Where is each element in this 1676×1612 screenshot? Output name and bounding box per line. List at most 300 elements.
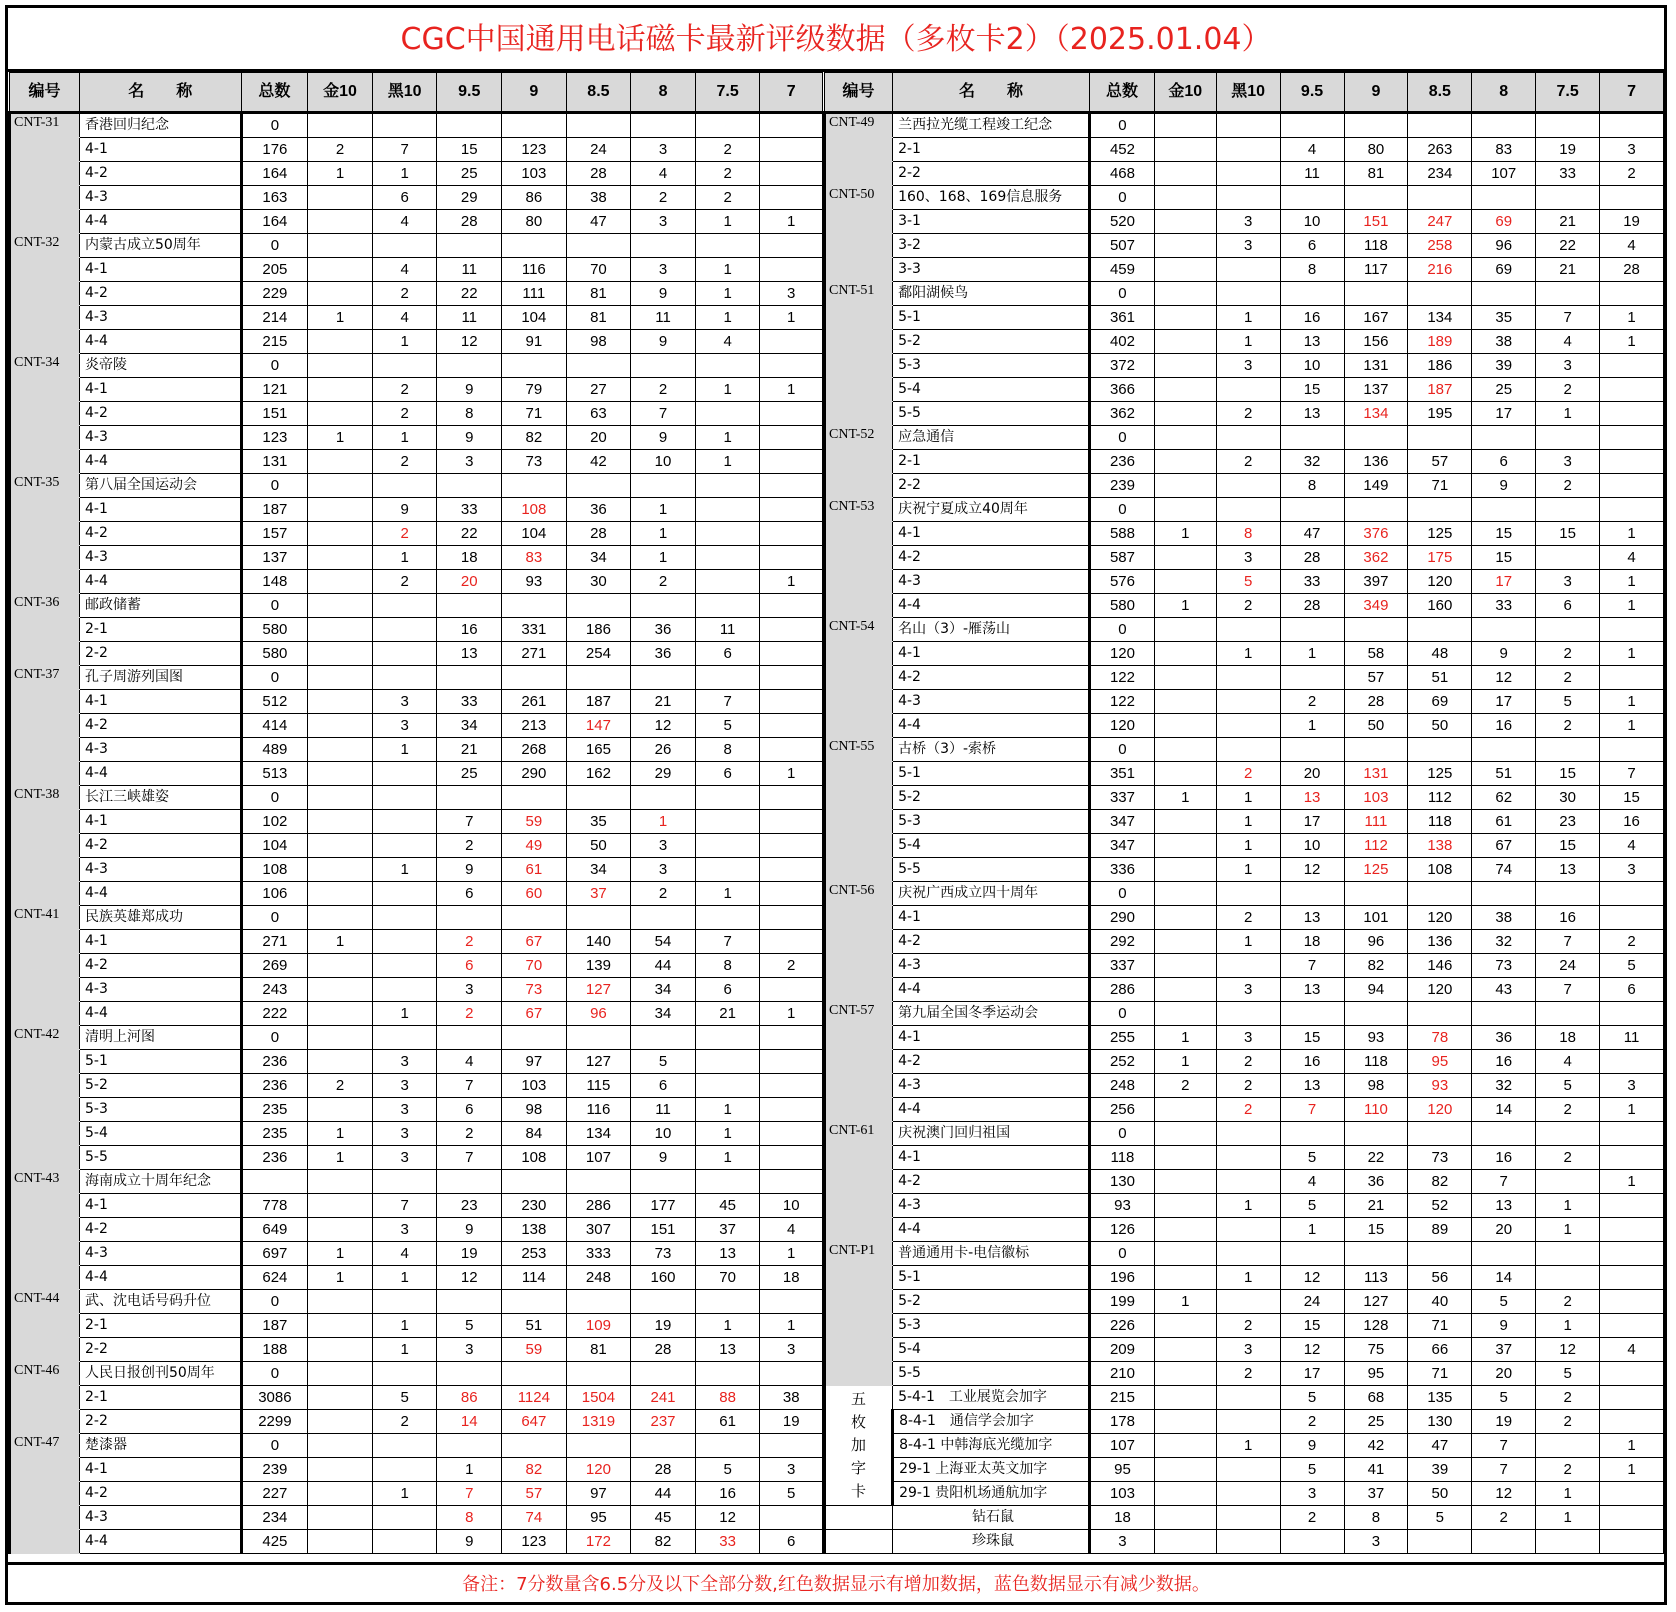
- total-cell: 351: [1089, 762, 1154, 786]
- table-row: [825, 1146, 1664, 1170]
- card-code-blank: [10, 1218, 80, 1242]
- grade-cell: 5: [1280, 1386, 1344, 1410]
- grade-cell: [760, 1050, 823, 1074]
- grade-cell: 1: [695, 426, 760, 450]
- grade-cell: 1: [631, 522, 696, 546]
- card-name: 4-4: [79, 210, 241, 234]
- grade-cell: 216: [1408, 258, 1472, 282]
- grade-cell: 3: [631, 834, 696, 858]
- grade-cell: [372, 1290, 437, 1314]
- grade-cell: 5: [1536, 1074, 1600, 1098]
- grade-cell: 3: [437, 450, 502, 474]
- grade-cell: [437, 1026, 502, 1050]
- grade-cell: 1: [372, 738, 437, 762]
- grade-cell: [695, 810, 760, 834]
- grade-cell: 2: [1536, 1386, 1600, 1410]
- group-header-row: [10, 234, 823, 258]
- column-header: 总数: [1089, 73, 1154, 113]
- grade-cell: 42: [566, 450, 631, 474]
- card-code-blank: [825, 786, 893, 810]
- grade-cell: 118: [1344, 1050, 1408, 1074]
- card-series-name: 楚漆器: [79, 1434, 241, 1458]
- grade-cell: 362: [1344, 546, 1408, 570]
- grade-cell: 1: [1154, 786, 1216, 810]
- grade-cell: [502, 786, 567, 810]
- table-row: [10, 570, 823, 594]
- grade-cell: [372, 954, 437, 978]
- grade-cell: [502, 234, 567, 258]
- grade-cell: 16: [1600, 810, 1664, 834]
- card-name: 2-1: [79, 1386, 241, 1410]
- card-name: 5-3: [893, 1314, 1090, 1338]
- card-name: 4-1: [79, 498, 241, 522]
- grade-cell: [308, 1098, 373, 1122]
- grade-cell: 131: [1344, 762, 1408, 786]
- card-code-blank: [825, 162, 893, 186]
- card-code-blank: [825, 954, 893, 978]
- grade-cell: [631, 234, 696, 258]
- grade-cell: [631, 354, 696, 378]
- grade-cell: 44: [631, 954, 696, 978]
- grade-cell: 1: [372, 1314, 437, 1338]
- grade-cell: 137: [1344, 378, 1408, 402]
- grade-cell: 2: [1154, 1074, 1216, 1098]
- grade-cell: 1: [1600, 306, 1664, 330]
- table-row: [825, 906, 1664, 930]
- grade-cell: 12: [695, 1506, 760, 1530]
- grade-cell: [695, 113, 760, 138]
- grade-cell: [695, 594, 760, 618]
- table-row: [10, 1386, 823, 1410]
- grade-cell: [1280, 738, 1344, 762]
- card-name: 4-4: [79, 1266, 241, 1290]
- vertical-group-label-blank: [825, 1530, 893, 1554]
- total-cell: 196: [1089, 1266, 1154, 1290]
- total-cell: 131: [241, 450, 308, 474]
- total-cell: 3086: [241, 1386, 308, 1410]
- total-cell: 0: [1089, 882, 1154, 906]
- grade-cell: 17: [1472, 690, 1536, 714]
- grade-cell: 2: [1216, 402, 1280, 426]
- grade-cell: [566, 113, 631, 138]
- grade-cell: 1: [1600, 594, 1664, 618]
- column-header: 7: [1600, 73, 1664, 113]
- table-row: [10, 522, 823, 546]
- card-name: 4-4: [79, 882, 241, 906]
- group-header-row: [10, 786, 823, 810]
- grade-cell: [1154, 450, 1216, 474]
- grade-cell: [1408, 1002, 1472, 1026]
- grade-cell: [1536, 498, 1600, 522]
- grade-cell: 21: [695, 1002, 760, 1026]
- group-header-row: [10, 113, 823, 138]
- grade-cell: [760, 786, 823, 810]
- grade-cell: 28: [566, 162, 631, 186]
- grade-cell: 1: [760, 378, 823, 402]
- table-row: [10, 690, 823, 714]
- grade-cell: [695, 354, 760, 378]
- grade-cell: 71: [1408, 1362, 1472, 1386]
- grade-cell: 10: [631, 1122, 696, 1146]
- card-name: 4-4: [893, 714, 1090, 738]
- grade-cell: [308, 882, 373, 906]
- card-name: 4-2: [893, 666, 1090, 690]
- grade-cell: [308, 1506, 373, 1530]
- grade-cell: 26: [631, 738, 696, 762]
- grade-cell: 19: [760, 1410, 823, 1434]
- grade-cell: 7: [372, 1194, 437, 1218]
- card-name: 4-3: [79, 306, 241, 330]
- total-cell: 0: [1089, 1242, 1154, 1266]
- grade-cell: 195: [1408, 402, 1472, 426]
- column-header: 名 称: [79, 73, 241, 113]
- card-code-blank: [825, 1146, 893, 1170]
- grade-cell: [760, 930, 823, 954]
- grade-cell: [1536, 1002, 1600, 1026]
- card-series-name: 炎帝陵: [79, 354, 241, 378]
- card-code-blank: [10, 1122, 80, 1146]
- grade-cell: [308, 1314, 373, 1338]
- grade-cell: [1408, 618, 1472, 642]
- group-header-row: [10, 1434, 823, 1458]
- grade-cell: 3: [1536, 354, 1600, 378]
- grade-cell: [760, 978, 823, 1002]
- grade-cell: 13: [1280, 330, 1344, 354]
- grade-cell: 9: [372, 498, 437, 522]
- group-header-row: [825, 113, 1664, 138]
- grade-cell: 1: [760, 1242, 823, 1266]
- card-series-name: 160、168、169信息服务: [893, 186, 1090, 210]
- grade-cell: 39: [1408, 1458, 1472, 1482]
- table-row: [10, 1458, 823, 1482]
- column-header: 编号: [10, 73, 80, 113]
- grade-cell: [1154, 1218, 1216, 1242]
- grade-cell: [308, 1338, 373, 1362]
- grade-cell: [760, 1170, 823, 1194]
- grade-cell: 1: [372, 330, 437, 354]
- total-cell: [241, 1170, 308, 1194]
- grade-cell: 93: [1344, 1026, 1408, 1050]
- card-series-name: 兰西拉光缆工程竣工纪念: [893, 113, 1090, 138]
- total-cell: 255: [1089, 1026, 1154, 1050]
- grade-cell: 172: [566, 1530, 631, 1554]
- card-code-blank: [825, 1074, 893, 1098]
- card-code-blank: [10, 402, 80, 426]
- card-series-name: 庆祝广西成立四十周年: [893, 882, 1090, 906]
- table-row: [825, 1218, 1664, 1242]
- grade-cell: 9: [1472, 642, 1536, 666]
- grade-cell: 5: [1280, 1194, 1344, 1218]
- table-row: [825, 1338, 1664, 1362]
- total-cell: 2299: [241, 1410, 308, 1434]
- grade-cell: 8: [1280, 474, 1344, 498]
- card-name: 4-4: [79, 570, 241, 594]
- grade-cell: 97: [566, 1482, 631, 1506]
- column-header: 8: [1472, 73, 1536, 113]
- grade-cell: [308, 378, 373, 402]
- grade-cell: [760, 113, 823, 138]
- group-header-row: [825, 882, 1664, 906]
- grade-cell: 290: [502, 762, 567, 786]
- card-code-blank: [10, 426, 80, 450]
- footnote: 备注：7分数量含6.5分及以下全部分数,红色数据显示有增加数据，蓝色数据显示有减少数据。: [8, 1562, 1664, 1602]
- card-code-blank: [10, 954, 80, 978]
- total-cell: 337: [1089, 786, 1154, 810]
- card-series-name: 普通通用卡-电信徽标: [893, 1242, 1090, 1266]
- grade-cell: 71: [1408, 474, 1472, 498]
- card-name: 4-2: [79, 954, 241, 978]
- grade-cell: 13: [695, 1338, 760, 1362]
- card-series-name: 鄱阳湖候鸟: [893, 282, 1090, 306]
- card-code-blank: [10, 1146, 80, 1170]
- card-code-blank: [825, 666, 893, 690]
- grade-cell: [1154, 1266, 1216, 1290]
- table-row: [10, 426, 823, 450]
- grade-cell: 37: [566, 882, 631, 906]
- card-code-blank: [825, 690, 893, 714]
- grade-cell: [631, 1290, 696, 1314]
- grade-cell: [308, 282, 373, 306]
- grade-cell: 1: [1216, 834, 1280, 858]
- grade-cell: [1216, 1410, 1280, 1434]
- card-name: 2-1: [893, 450, 1090, 474]
- grade-cell: 127: [566, 978, 631, 1002]
- column-header: 8.5: [566, 73, 631, 113]
- grade-cell: 13: [437, 642, 502, 666]
- grade-cell: [1154, 330, 1216, 354]
- table-row: [825, 330, 1664, 354]
- grade-cell: 3: [437, 978, 502, 1002]
- card-code-blank: [10, 1482, 80, 1506]
- group-header-row: [825, 618, 1664, 642]
- total-cell: 236: [241, 1050, 308, 1074]
- grade-cell: 12: [437, 330, 502, 354]
- grade-cell: 7: [1536, 978, 1600, 1002]
- table-row: [10, 1338, 823, 1362]
- total-cell: 215: [241, 330, 308, 354]
- total-cell: 236: [1089, 450, 1154, 474]
- table-row: [825, 1266, 1664, 1290]
- table-row: [10, 882, 823, 906]
- grade-cell: [1472, 1242, 1536, 1266]
- grade-cell: 1: [1280, 1218, 1344, 1242]
- grade-cell: [695, 1050, 760, 1074]
- card-name: 29-1 上海亚太英文加字: [893, 1458, 1090, 1482]
- grade-cell: 5: [1408, 1506, 1472, 1530]
- total-cell: 3: [1089, 1530, 1154, 1554]
- grade-cell: 2: [372, 522, 437, 546]
- grade-cell: [760, 138, 823, 162]
- grade-cell: 1: [1600, 330, 1664, 354]
- grade-cell: [1600, 1218, 1664, 1242]
- card-code-blank: [10, 162, 80, 186]
- grade-cell: [1600, 738, 1664, 762]
- grade-cell: 271: [502, 642, 567, 666]
- grade-cell: 149: [1344, 474, 1408, 498]
- grade-cell: [1154, 546, 1216, 570]
- grade-cell: 1: [1216, 642, 1280, 666]
- grade-cell: 1: [1216, 330, 1280, 354]
- grade-cell: [1154, 762, 1216, 786]
- grade-cell: 27: [566, 378, 631, 402]
- grade-cell: [1280, 426, 1344, 450]
- card-code-blank: [825, 450, 893, 474]
- total-cell: 0: [241, 1026, 308, 1050]
- card-name: 4-2: [893, 1050, 1090, 1074]
- card-series-name: 古桥（3）-索桥: [893, 738, 1090, 762]
- card-name: 4-3: [79, 186, 241, 210]
- grade-cell: 73: [1472, 954, 1536, 978]
- grade-cell: 16: [437, 618, 502, 642]
- card-name: 5-4: [893, 834, 1090, 858]
- group-header-row: [10, 906, 823, 930]
- grade-cell: [695, 546, 760, 570]
- grade-cell: 82: [1344, 954, 1408, 978]
- card-code-blank: [10, 138, 80, 162]
- grade-cell: 3: [1344, 1530, 1408, 1554]
- grade-cell: 47: [1280, 522, 1344, 546]
- grade-cell: 1: [695, 450, 760, 474]
- grade-cell: 162: [566, 762, 631, 786]
- grade-cell: [760, 738, 823, 762]
- grade-cell: 81: [1344, 162, 1408, 186]
- grade-cell: [1408, 498, 1472, 522]
- grade-cell: [1154, 354, 1216, 378]
- grade-cell: 2: [631, 186, 696, 210]
- grade-cell: 59: [502, 810, 567, 834]
- grade-cell: [372, 834, 437, 858]
- card-series-name: 人民日报创刊50周年: [79, 1362, 241, 1386]
- grade-cell: [437, 474, 502, 498]
- grade-cell: 6: [1280, 234, 1344, 258]
- card-code: CNT-41: [10, 906, 80, 930]
- grade-cell: 28: [566, 522, 631, 546]
- grade-cell: [1154, 642, 1216, 666]
- vertical-group-label: [825, 1386, 893, 1506]
- grade-cell: 9: [1472, 1314, 1536, 1338]
- grade-cell: 3: [631, 258, 696, 282]
- grade-cell: 114: [502, 1266, 567, 1290]
- total-cell: 18: [1089, 1506, 1154, 1530]
- table-row: [825, 1074, 1664, 1098]
- grade-cell: [1280, 618, 1344, 642]
- total-cell: 0: [1089, 1122, 1154, 1146]
- grade-cell: 3: [1600, 138, 1664, 162]
- total-cell: 0: [1089, 186, 1154, 210]
- grade-cell: 1: [308, 306, 373, 330]
- grade-cell: [372, 1506, 437, 1530]
- card-name: 4-2: [79, 282, 241, 306]
- card-name: 4-4: [893, 1098, 1090, 1122]
- table-row: [825, 378, 1664, 402]
- grade-cell: 63: [566, 402, 631, 426]
- grade-cell: 2: [1536, 1290, 1600, 1314]
- grade-cell: 1: [308, 930, 373, 954]
- table-row: [825, 642, 1664, 666]
- card-name: 4-1: [79, 378, 241, 402]
- grade-cell: [308, 1026, 373, 1050]
- grade-cell: [502, 1290, 567, 1314]
- grade-cell: 4: [1536, 330, 1600, 354]
- card-name: 4-1: [79, 930, 241, 954]
- column-header: 8.5: [1408, 73, 1472, 113]
- grade-cell: [566, 1026, 631, 1050]
- grade-cell: 5: [695, 714, 760, 738]
- card-code-blank: [10, 1266, 80, 1290]
- grade-cell: 3: [372, 1218, 437, 1242]
- table-row: [825, 210, 1664, 234]
- table-row: [825, 858, 1664, 882]
- card-name: 2-1: [79, 618, 241, 642]
- table-row: [10, 1002, 823, 1026]
- grade-cell: 11: [695, 618, 760, 642]
- grade-cell: 16: [1472, 1050, 1536, 1074]
- column-header: 9: [502, 73, 567, 113]
- grade-cell: 1: [1536, 1314, 1600, 1338]
- grade-cell: 8: [1280, 258, 1344, 282]
- card-code-blank: [10, 882, 80, 906]
- card-code-blank: [10, 186, 80, 210]
- table-row: [10, 498, 823, 522]
- card-name: 4-1: [79, 258, 241, 282]
- grade-cell: 2: [631, 378, 696, 402]
- grade-cell: 1: [1216, 858, 1280, 882]
- card-code: CNT-34: [10, 354, 80, 378]
- grade-cell: [308, 354, 373, 378]
- grade-cell: 1: [308, 1242, 373, 1266]
- grade-cell: [1600, 1386, 1664, 1410]
- grade-cell: 4: [1280, 138, 1344, 162]
- grade-cell: 7: [1472, 1458, 1536, 1482]
- grade-cell: 38: [1472, 330, 1536, 354]
- grade-cell: 88: [695, 1386, 760, 1410]
- card-code-blank: [825, 906, 893, 930]
- total-cell: 0: [241, 786, 308, 810]
- table-row: [10, 1482, 823, 1506]
- table-row: [825, 1482, 1664, 1506]
- table-row: [825, 1170, 1664, 1194]
- grade-cell: 2: [1280, 1506, 1344, 1530]
- total-cell: 226: [1089, 1314, 1154, 1338]
- grade-cell: [1408, 113, 1472, 138]
- grade-cell: 3: [437, 1338, 502, 1362]
- column-header: 编号: [825, 73, 893, 113]
- grade-cell: [437, 666, 502, 690]
- grade-cell: [1600, 882, 1664, 906]
- grade-cell: 2: [760, 954, 823, 978]
- grade-cell: [1344, 282, 1408, 306]
- grade-cell: [372, 1170, 437, 1194]
- card-name: 4-2: [79, 714, 241, 738]
- grade-cell: 89: [1408, 1218, 1472, 1242]
- grade-cell: 103: [502, 162, 567, 186]
- grade-cell: [566, 1434, 631, 1458]
- grade-cell: [1154, 282, 1216, 306]
- card-name: 4-3: [79, 546, 241, 570]
- card-code-blank: [825, 978, 893, 1002]
- grade-cell: [760, 1074, 823, 1098]
- grade-cell: 118: [1344, 234, 1408, 258]
- grade-cell: 18: [437, 546, 502, 570]
- right-header-row: [825, 73, 1664, 113]
- grade-cell: 34: [566, 858, 631, 882]
- card-code-blank: [10, 714, 80, 738]
- total-cell: 215: [1089, 1386, 1154, 1410]
- grade-cell: 3: [760, 1458, 823, 1482]
- total-cell: 513: [241, 762, 308, 786]
- total-cell: 122: [1089, 666, 1154, 690]
- grade-cell: 38: [760, 1386, 823, 1410]
